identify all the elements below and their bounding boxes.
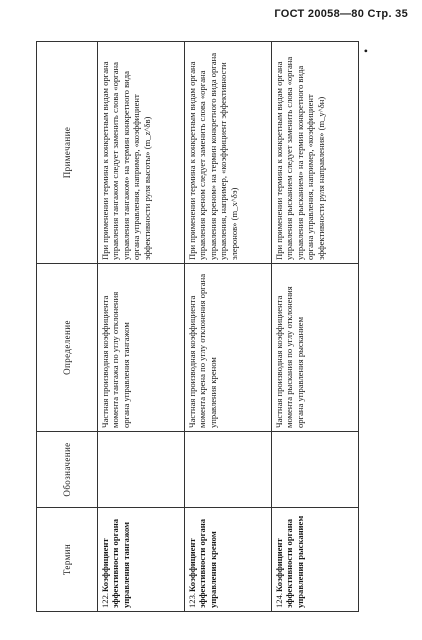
terms-table xyxy=(36,41,359,612)
designation-cell xyxy=(272,432,359,508)
note-cell: При применении термина к конкретным видам органа управления креном следует заменить слова «органа управления креном» на термин конкретного вида органа управления, например, «коэффициент эффективности элеронов» (m_x^δэ) xyxy=(185,42,272,264)
column-header-designation: Обозначение xyxy=(37,432,98,508)
table-row xyxy=(185,42,272,612)
column-header-note: Примечание xyxy=(37,42,98,264)
rotated-table-container xyxy=(36,42,359,612)
term-text: Коэффициент эффективности органа управления тангажом xyxy=(100,518,131,608)
definition-cell: Частная производная коэффициента момента крена по углу отклонения органа управления креном xyxy=(185,264,272,432)
designation-cell xyxy=(185,432,272,508)
table-row xyxy=(272,42,359,612)
note-cell: При применении термина к конкретным видам органа управления рысканием следует заменить слова «органа управления рысканием» на термин конкретного вида органа управления, например, «коэффициент эффективности руля направления» (m_y^δн) xyxy=(272,42,359,264)
term-text: Коэффициент эффективности органа управления креном xyxy=(187,518,218,608)
column-header-term: Термин xyxy=(37,508,98,612)
definition-cell: Частная производная коэффициента момента тангажа по углу отклонения органа управления тангажом xyxy=(98,264,185,432)
column-header-definition: Определение xyxy=(37,264,98,432)
definition-cell: Частная производная коэффициента момента рыскания по углу отклонения органа управления рысканием xyxy=(272,264,359,432)
page-header: ГОСТ 20058—80 Стр. 35 xyxy=(274,8,408,20)
table-header-row xyxy=(37,42,98,612)
note-cell: При применении термина к конкретным видам органа управления тангажом следует заменить слова «органа управления тангажом» на термин конкретного вида органа управления, например, «коэффициент эффективности руля высоты» (m_z^δв) xyxy=(98,42,185,264)
term-number: 124. xyxy=(274,592,284,608)
corner-mark: • xyxy=(363,44,368,58)
term-number: 123. xyxy=(187,592,197,608)
term-text: Коэффициент эффективности органа управления рысканием xyxy=(274,515,305,608)
term-number: 122. xyxy=(100,592,110,608)
term-cell xyxy=(98,508,185,612)
term-cell xyxy=(185,508,272,612)
designation-cell xyxy=(98,432,185,508)
table-row xyxy=(98,42,185,612)
term-cell xyxy=(272,508,359,612)
